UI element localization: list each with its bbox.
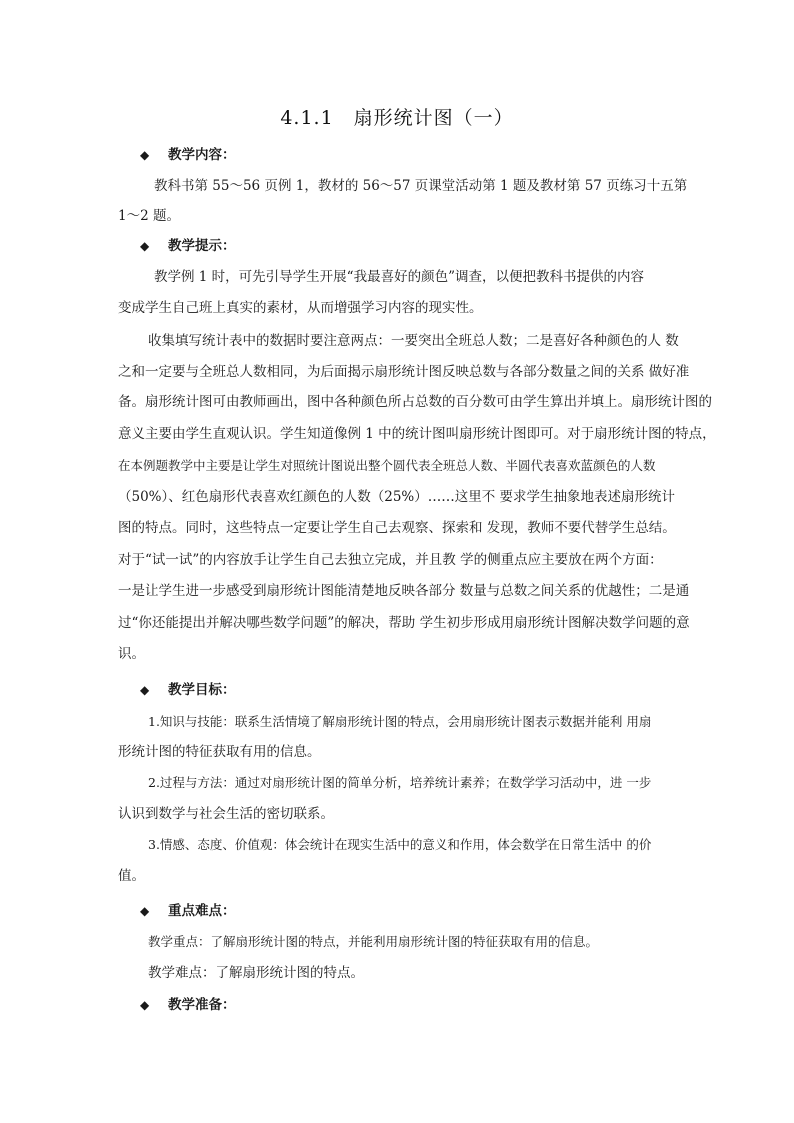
section-heading-tips	[140, 236, 236, 256]
paragraph-line: 教科书第 55～56 页例 1，教材的 56～57 页课堂活动第 1 题及教材第 57 页练习十五第	[154, 178, 688, 194]
section-heading-text: 教学目标：	[168, 682, 236, 698]
paragraph-line: 备。扇形统计图可由教师画出，图中各种颜色所占总数的百分数可由学生算出并填上。扇形统计图的	[118, 394, 712, 410]
paragraph-line: 一是让学生进一步感受到扇形统计图能清楚地反映各部分 数量与总数之间关系的优越性；二是通	[118, 583, 690, 599]
paragraph-line: （50%）、红色扇形代表喜欢红颜色的人数（25%）……这里不 要求学生抽象地表述扇形统计	[118, 489, 676, 505]
page-title: 4.1.1 扇形统计图（一）	[280, 107, 514, 129]
paragraph-line: 识。	[118, 646, 145, 662]
section-heading-text: 教学提示：	[168, 238, 236, 254]
diamond-bullet-icon: ◆	[140, 904, 150, 918]
section-heading-text: 教学内容：	[168, 147, 236, 163]
diamond-bullet-icon: ◆	[140, 148, 150, 162]
paragraph-line: 教学难点：了解扇形统计图的特点。	[148, 965, 364, 981]
section-heading-key-points	[140, 901, 236, 921]
paragraph-line: 之和一定要与全班总人数相同，为后面揭示扇形统计图反映总数与各部分数量之间的关系 做好准	[118, 364, 690, 380]
paragraph-line: 过“你还能提出并解决哪些数学问题”的解决，帮助 学生初步形成用扇形统计图解决数学问题的意	[118, 615, 690, 631]
paragraph-line: 认识到数学与社会生活的密切联系。	[118, 806, 334, 822]
paragraph-line: 对于“试一试”的内容放手让学生自己去独立完成，并且教 学的侧重点应主要放在两个方面：	[118, 552, 663, 568]
diamond-bullet-icon: ◆	[140, 239, 150, 253]
section-heading-prep	[140, 995, 236, 1015]
paragraph-line: 1～2 题。	[118, 208, 180, 224]
paragraph-line: 1.知识与技能：联系生活情境了解扇形统计图的特点，会用扇形统计图表示数据并能利 用扇	[148, 714, 652, 729]
diamond-bullet-icon: ◆	[140, 998, 150, 1012]
section-heading-text: 教学准备：	[168, 997, 236, 1013]
diamond-bullet-icon: ◆	[140, 683, 150, 697]
paragraph-line: 收集填写统计表中的数据时要注意两点：一要突出全班总人数；二是喜好各种颜色的人 数	[148, 333, 679, 349]
section-heading-text: 重点难点：	[168, 903, 236, 919]
paragraph-line: 2.过程与方法：通过对扇形统计图的简单分析，培养统计素养；在数学学习活动中，进 一步	[148, 775, 652, 790]
paragraph-line: 图的特点。同时，这些特点一定要让学生自己去观察、探索和 发现，教师不要代替学生总结。	[118, 520, 676, 536]
paragraph-line: 变成学生自己班上真实的素材，从而增强学习内容的现实性。	[118, 300, 483, 316]
section-heading-goals	[140, 680, 236, 700]
paragraph-line: 3.情感、态度、价值观：体会统计在现实生活中的意义和作用，体会数学在日常生活中 的价	[148, 837, 652, 852]
paragraph-line: 意义主要由学生直观认识。学生知道像例 1 中的统计图叫扇形统计图即可。对于扇形统计图的特点，	[118, 426, 716, 442]
paragraph-line: 教学例 1 时，可先引导学生开展“我最喜好的颜色”调查，以便把教科书提供的内容	[154, 269, 644, 285]
section-heading-content	[140, 145, 236, 165]
paragraph-line: 值。	[118, 868, 145, 884]
paragraph-line: 形统计图的特征获取有用的信息。	[118, 744, 321, 760]
paragraph-line: 教学重点：了解扇形统计图的特点，并能利用扇形统计图的特征获取有用的信息。	[148, 934, 599, 949]
paragraph-line: 在本例题教学中主要是让学生对照统计图说出整个圆代表全班总人数、半圆代表喜欢蓝颜色的人数	[118, 458, 656, 473]
